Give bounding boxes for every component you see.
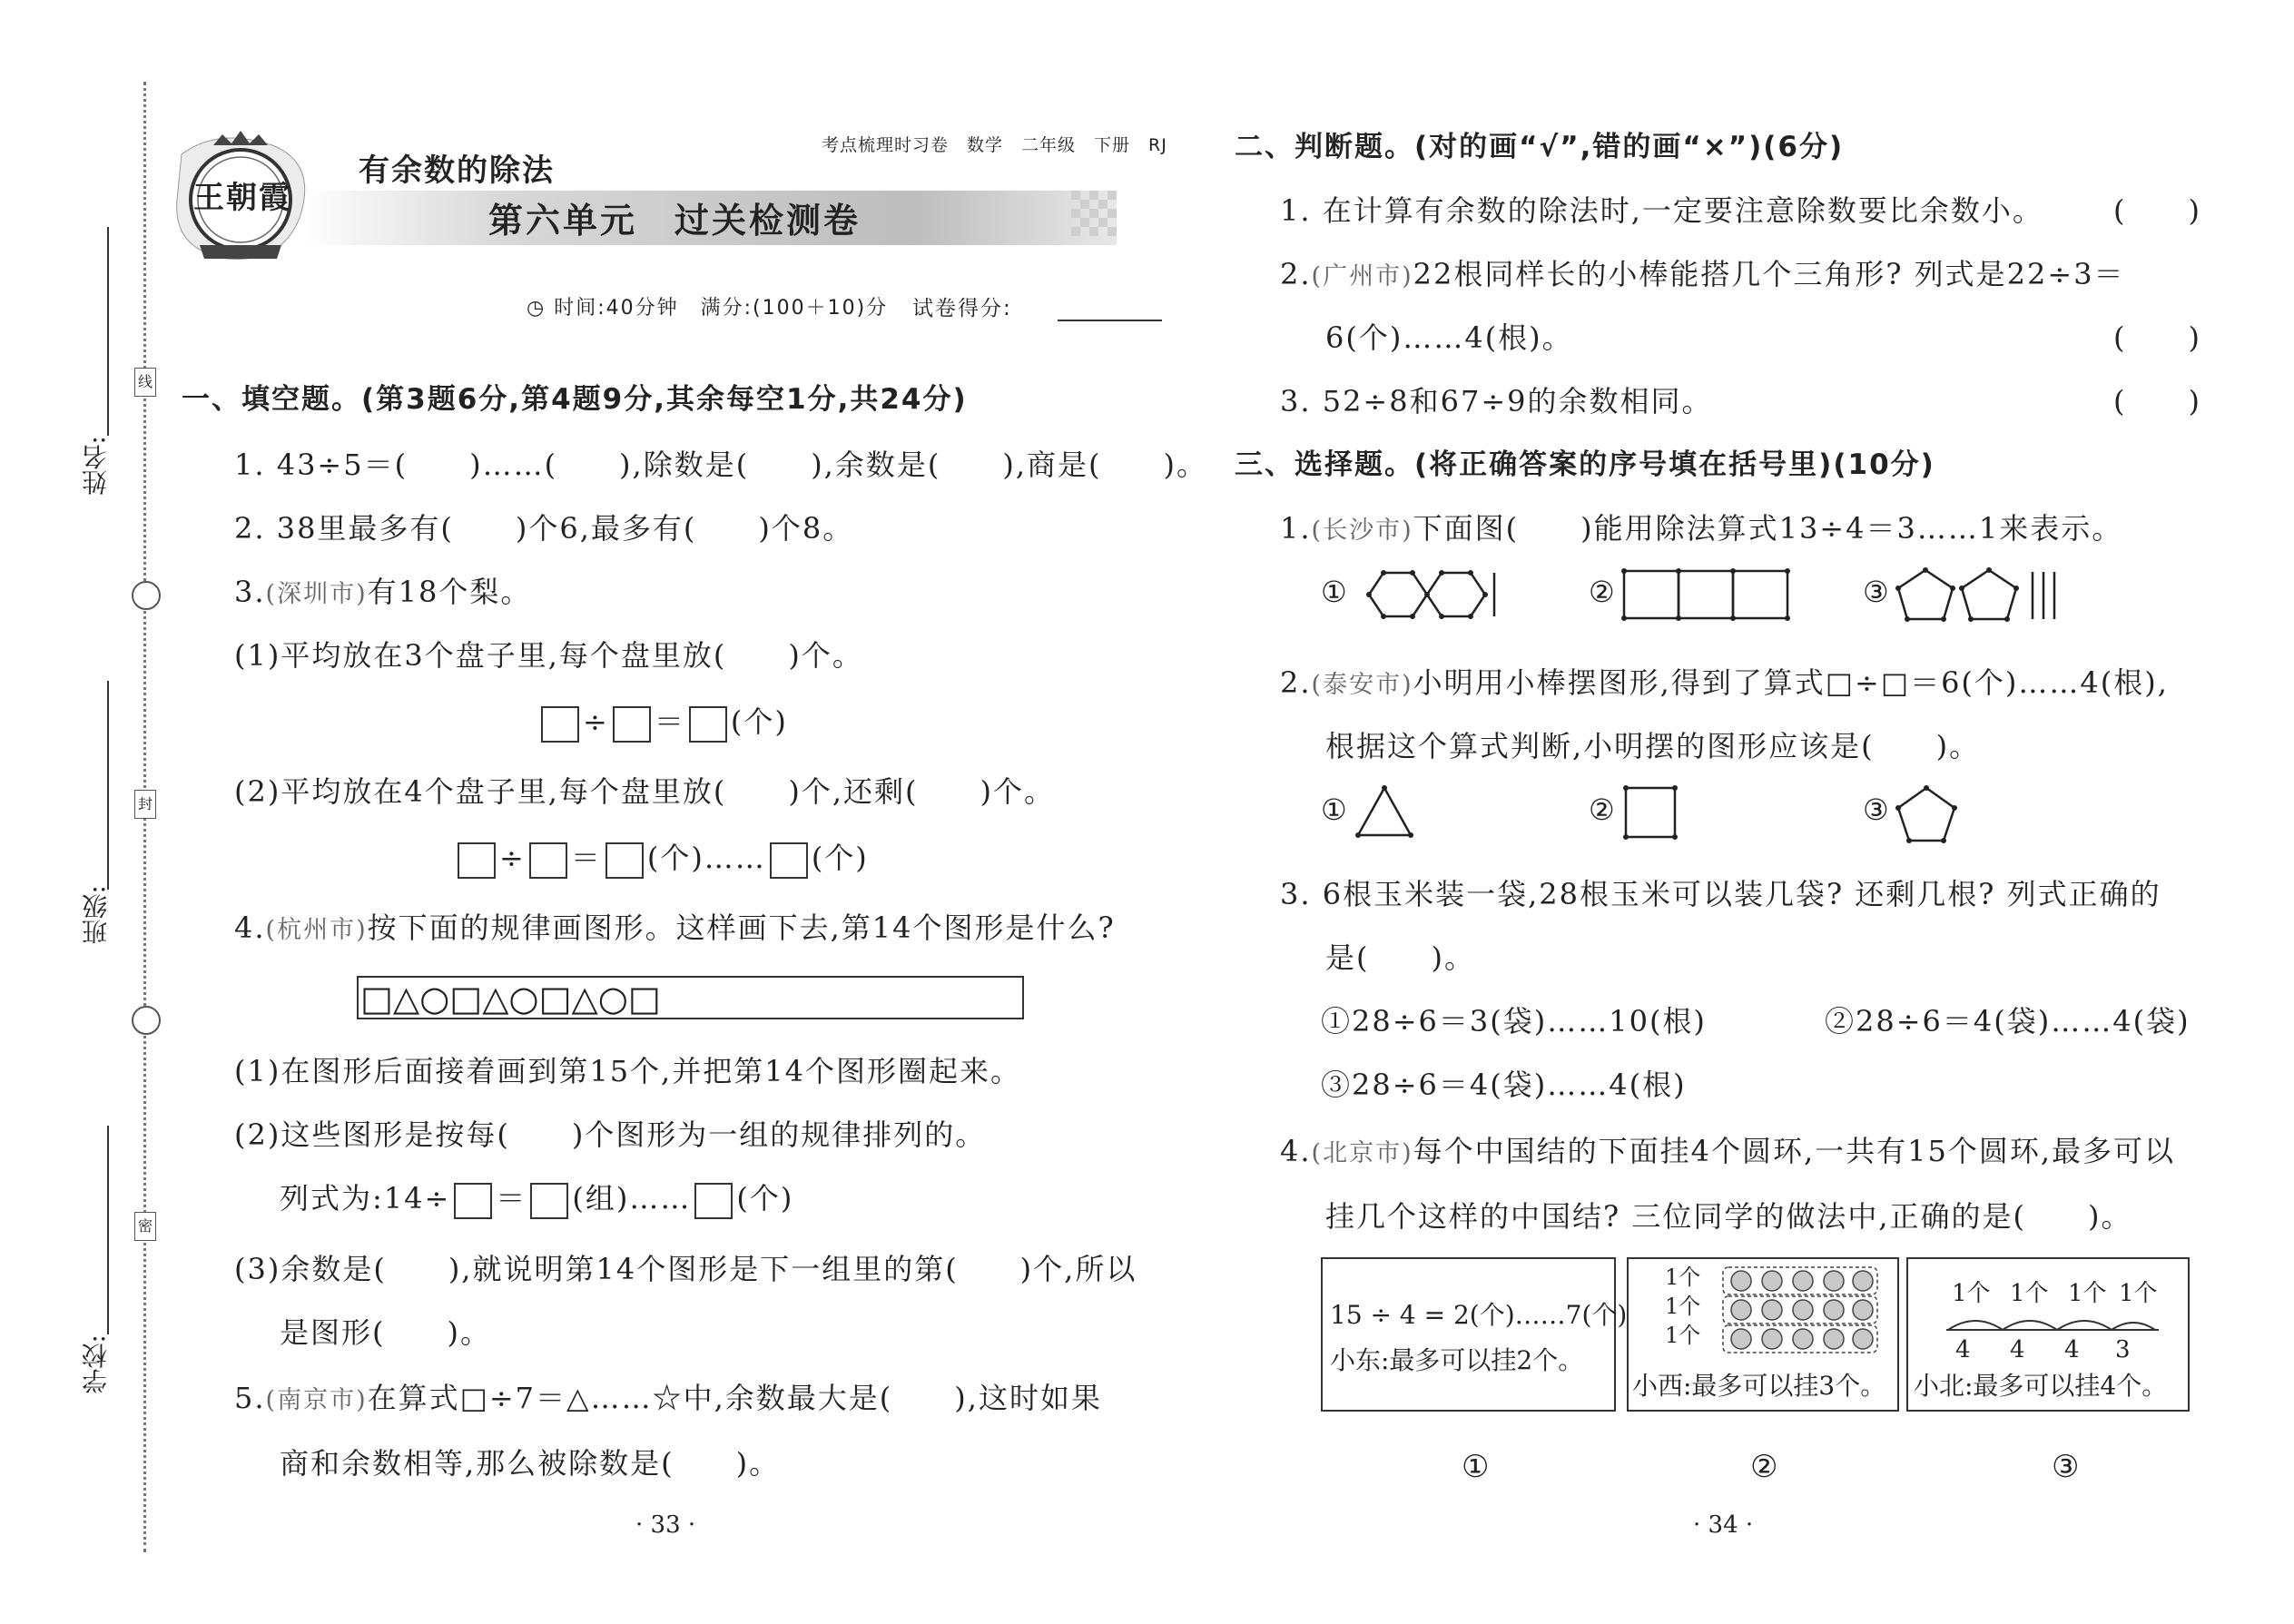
- time-info-text: 时间:40分钟 满分:(100＋10)分: [554, 297, 889, 320]
- box2-answer: 小西:最多可以挂3个。: [1632, 1371, 1886, 1401]
- time-info: [527, 290, 888, 327]
- name-underline: [107, 227, 109, 436]
- eq-unit: (组)……: [572, 1181, 692, 1216]
- s3-q1-opt3-label: ③: [1863, 575, 1891, 609]
- q4-number: 4.: [1280, 1134, 1312, 1168]
- s3-q2-b: 根据这个算式判断,小明摆的图形应该是( )。: [1325, 729, 1981, 763]
- eq-unit: (个): [736, 1181, 794, 1216]
- s1-q3-2: (2)平均放在4个盘子里,每个盘里放( )个,还剩( )个。: [234, 774, 1055, 809]
- q4-city: (杭州市): [265, 916, 368, 944]
- eq-symbol: ÷: [583, 704, 609, 739]
- s1-q4-2: (2)这些图形是按每( )个图形为一组的规律排列的。: [234, 1117, 987, 1152]
- subject-title: 有余数的除法: [359, 153, 555, 189]
- s3-q3-b: 是( )。: [1325, 940, 1475, 975]
- box2-label-row3: 1个: [1665, 1323, 1701, 1348]
- s1-q3-1: (1)平均放在3个盘子里,每个盘里放( )个。: [234, 638, 863, 673]
- box3-top-2: 1个: [2010, 1280, 2049, 1307]
- s3-q1-opt2-label: ②: [1589, 575, 1617, 609]
- s3-q3-opt2: ②28÷6＝4(袋)……4(袋): [1825, 1004, 2191, 1038]
- s2-q1-paren[interactable]: ( ): [2113, 193, 2201, 228]
- s1-q3-2-equation: [454, 840, 869, 879]
- s3-q2-opt2-label: ②: [1589, 792, 1617, 827]
- s3-q1-opt1-label: ①: [1321, 575, 1349, 609]
- name-label: 姓名:: [81, 436, 111, 496]
- binding-tag-line: 线: [134, 368, 156, 397]
- box3-num-1: 4: [1955, 1336, 1973, 1363]
- box3-top-4: 1个: [2119, 1280, 2158, 1307]
- q2-text: 小明用小棒摆图形,得到了算式□÷□＝6(个)……4(根),: [1413, 665, 2169, 700]
- q4-choice-label-3: ③: [2052, 1449, 2082, 1485]
- q4-number: 4.: [234, 910, 266, 945]
- answer-box[interactable]: [689, 706, 727, 743]
- s1-q4-3a: (3)余数是( ),就说明第14个图形是下一组里的第( )个,所以: [234, 1252, 1137, 1286]
- q4-choice-label-1: ①: [1462, 1449, 1492, 1485]
- q4-choice-label-2: ②: [1750, 1449, 1780, 1485]
- q2-city: (广州市): [1311, 262, 1413, 290]
- box3-num-4: 3: [2115, 1336, 2132, 1363]
- s1-q4-2-equation: [280, 1180, 793, 1219]
- unit-title: 第六单元 过关检测卷: [488, 201, 861, 241]
- pentagon-figure: [1893, 782, 1960, 846]
- box3-num-2: 4: [2010, 1336, 2027, 1363]
- box3-top-1: 1个: [1952, 1280, 1991, 1307]
- binding-knot-icon: [132, 1006, 161, 1035]
- eq-unit: (个)……: [646, 841, 766, 875]
- q1-text: 下面图( )能用除法算式13÷4＝3……1来表示。: [1413, 511, 2123, 546]
- shape-pattern: □△○□△○□△○□: [360, 979, 661, 1019]
- series-info: 考点梳理时习卷 数学 二年级 下册 RJ: [822, 135, 1167, 155]
- answer-box[interactable]: [694, 1183, 733, 1219]
- s3-q2-opt3-label: ③: [1863, 792, 1891, 827]
- score-field[interactable]: [1058, 320, 1162, 321]
- s1-q4-3b: 是图形( )。: [280, 1315, 491, 1350]
- q2-city: (泰安市): [1311, 671, 1413, 699]
- rings-grouping-figure: [1721, 1266, 1885, 1355]
- s2-q2: [1280, 256, 2125, 295]
- class-underline: [107, 681, 109, 890]
- s3-q1: [1280, 510, 2122, 549]
- binding-tag-secret: 密: [134, 1212, 156, 1241]
- q1-number: 1.: [1280, 511, 1312, 546]
- q2-number: 2.: [1280, 665, 1312, 700]
- s1-q4: [234, 910, 1116, 949]
- clock-icon: ◷: [527, 297, 555, 320]
- s2-q2-paren[interactable]: ( ): [2113, 320, 2201, 355]
- eq-symbol: ＝: [654, 704, 685, 739]
- binding-tag-seal: 封: [134, 790, 156, 819]
- box1-answer: 小东:最多可以挂2个。: [1330, 1345, 1584, 1375]
- s2-q3: 3. 52÷8和67÷9的余数相同。: [1280, 384, 1713, 418]
- box3-top-3: 1个: [2068, 1280, 2107, 1307]
- s3-q3-a: 3. 6根玉米装一袋,28根玉米可以装几袋? 还剩几根? 列式正确的: [1280, 877, 2161, 911]
- s1-q5: [234, 1380, 1102, 1419]
- answer-box[interactable]: [454, 1183, 492, 1219]
- section2-title: 二、判断题。(对的画“√”,错的画“×”)(6分): [1235, 131, 1845, 163]
- s1-q2: 2. 38里最多有( )个6,最多有( )个8。: [234, 511, 854, 546]
- s3-q2-opt1-label: ①: [1321, 792, 1349, 827]
- option-box-1: [1321, 1257, 1628, 1412]
- s3-q4: [1280, 1133, 2175, 1172]
- answer-box[interactable]: [770, 842, 808, 879]
- eq-unit: (个): [730, 704, 788, 739]
- s1-q3-1-equation: [537, 704, 788, 743]
- q3-text: 有18个梨。: [367, 575, 532, 609]
- s3-q4-b: 挂几个这样的中国结? 三位同学的做法中,正确的是( )。: [1325, 1199, 2132, 1234]
- page-number-left: · 33 ·: [635, 1511, 696, 1539]
- s3-q3-opt1: ①28÷6＝3(袋)……10(根): [1321, 1004, 1707, 1038]
- eq-unit: (个): [811, 841, 869, 875]
- q5-text: 在算式□÷7＝△……☆中,余数最大是( ),这时如果: [367, 1381, 1102, 1415]
- q2-number: 2.: [1280, 257, 1312, 291]
- school-label: 学校:: [81, 1334, 111, 1394]
- s3-q2: [1280, 664, 2169, 704]
- hexagons-figure: [1353, 567, 1498, 622]
- eq-symbol: ＝: [496, 1181, 527, 1216]
- class-label: 班级:: [81, 885, 111, 945]
- squares-figure: [1620, 567, 1802, 622]
- page-number-right: · 34 ·: [1693, 1511, 1754, 1539]
- option-box-2: [1627, 1257, 1899, 1412]
- q4-city: (北京市): [1311, 1139, 1413, 1167]
- q2-text: 22根同样长的小棒能搭几个三角形? 列式是22÷3＝: [1413, 257, 2125, 291]
- eq-symbol: ÷: [499, 841, 526, 875]
- pentagons-figure: [1893, 565, 2065, 625]
- q1-city: (长沙市): [1311, 517, 1413, 545]
- school-underline: [107, 1126, 109, 1334]
- square-figure: [1620, 782, 1680, 842]
- s3-q3-opt3: ③28÷6＝4(袋)……4(根): [1321, 1068, 1687, 1102]
- triangle-figure: [1353, 782, 1416, 841]
- q5-city: (南京市): [265, 1386, 368, 1414]
- box1-equation: 15 ÷ 4 = 2(个)……7(个): [1330, 1300, 1628, 1330]
- s2-q3-paren[interactable]: ( ): [2113, 384, 2201, 418]
- box3-num-3: 4: [2064, 1336, 2082, 1363]
- answer-box[interactable]: [529, 842, 567, 879]
- box2-label-row2: 1个: [1665, 1294, 1701, 1319]
- answer-box[interactable]: [530, 1183, 568, 1219]
- q3-number: 3.: [234, 575, 266, 609]
- shape-pattern-box: [357, 976, 1024, 1019]
- eq-prefix: 列式为:14÷: [280, 1181, 451, 1216]
- section1-title: 一、填空题。(第3题6分,第4题9分,其余每空1分,共24分): [182, 383, 968, 416]
- s1-q1: 1. 43÷5＝( )……( ),除数是( ),余数是( ),商是( )。: [234, 448, 1207, 482]
- binding-knot-icon: [132, 581, 161, 610]
- box3-answer: 小北:最多可以挂4个。: [1914, 1371, 2168, 1401]
- s2-q1: 1. 在计算有余数的除法时,一定要注意除数要比余数小。: [1280, 193, 2043, 228]
- section3-title: 三、选择题。(将正确答案的序号填在括号里)(10分): [1235, 448, 1935, 481]
- answer-box[interactable]: [613, 706, 651, 743]
- brand-logo-text: 王朝霞: [193, 180, 291, 216]
- score-label: 试卷得分:: [912, 297, 1012, 320]
- q3-city: (深圳市): [265, 580, 368, 608]
- q4-text: 每个中国结的下面挂4个圆环,一共有15个圆环,最多可以: [1413, 1134, 2176, 1168]
- eq-symbol: ＝: [570, 841, 602, 875]
- q4-text: 按下面的规律画图形。这样画下去,第14个图形是什么?: [367, 910, 1116, 945]
- answer-box[interactable]: [458, 842, 496, 879]
- answer-box[interactable]: [605, 842, 644, 879]
- answer-box[interactable]: [541, 706, 579, 743]
- s1-q5-b: 商和余数相等,那么被除数是( )。: [280, 1446, 781, 1481]
- s1-q4-1: (1)在图形后面接着画到第15个,并把第14个图形圈起来。: [234, 1054, 1021, 1088]
- s2-q2-b: 6(个)……4(根)。: [1325, 320, 1573, 355]
- option-box-3: [1906, 1257, 2190, 1412]
- s1-q3: [234, 574, 531, 613]
- q5-number: 5.: [234, 1381, 266, 1415]
- box2-label-row1: 1个: [1665, 1265, 1701, 1290]
